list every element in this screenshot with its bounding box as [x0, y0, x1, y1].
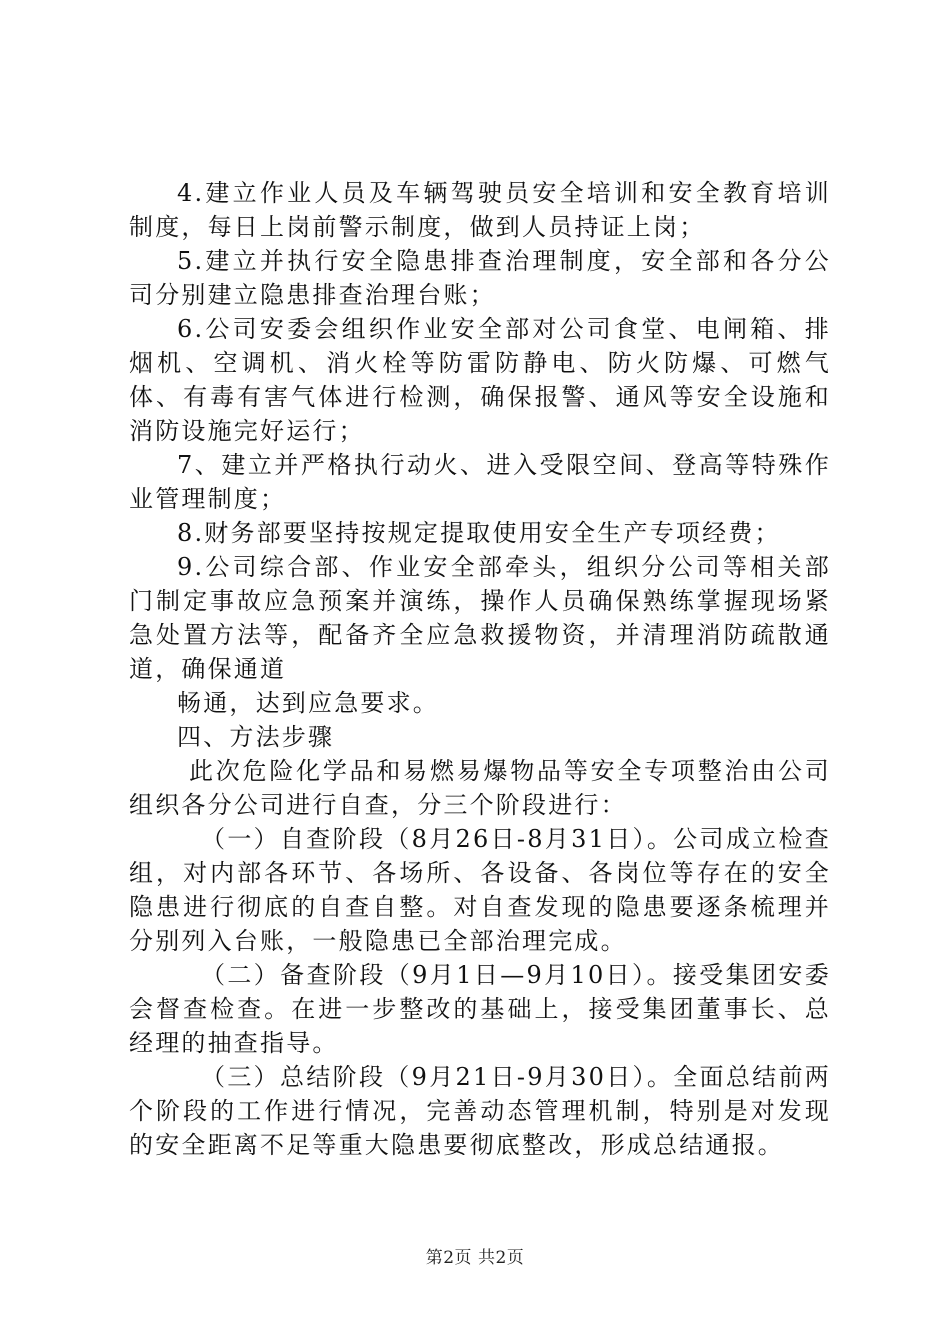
paragraph-item-5: 5.建立并执行安全隐患排查治理制度，安全部和各分公司分别建立隐患排查治理台账； — [129, 247, 831, 309]
paragraph-item-6: 6.公司安委会组织作业安全部对公司食堂、电闸箱、排烟机、空调机、消火栓等防雷防静电、防火防爆、可燃气体、有毒有害气体进行检测，确保报警、通风等安全设施和消防设施完好运行； — [129, 315, 831, 445]
paragraph-stage-3: （三）总结阶段（9月21日-9月30日）。全面总结前两个阶段的工作进行情况，完善动态管理机制，特别是对发现的安全距离不足等重大隐患要彻底整改，形成总结通报。 — [129, 1063, 831, 1159]
document-body — [129, 176, 831, 1162]
paragraph-item-7: 7、建立并严格执行动火、进入受限空间、登高等特殊作业管理制度； — [129, 451, 831, 513]
paragraph-continuation: 畅通，达到应急要求。 — [177, 689, 439, 717]
paragraph-item-8: 8.财务部要坚持按规定提取使用安全生产专项经费； — [177, 519, 781, 547]
paragraph-stage-2: （二）备查阶段（9月1日—9月10日）。接受集团安委会督查检查。在进一步整改的基础上，接受集团董事长、总经理的抽查指导。 — [129, 961, 831, 1057]
paragraph-intro: 此次危险化学品和易燃易爆物品等安全专项整治由公司组织各分公司进行自查，分三个阶段进行： — [129, 757, 831, 819]
paragraph-item-9: 9.公司综合部、作业安全部牵头，组织分公司等相关部门制定事故应急预案并演练，操作人员确保熟练掌握现场紧急处置方法等，配备齐全应急救援物资，并清理消防疏散通道，确保通道 — [129, 553, 831, 683]
page-number: 第2页 共2页 — [425, 1248, 525, 1268]
paragraph-item-4: 4.建立作业人员及车辆驾驶员安全培训和安全教育培训制度，每日上岗前警示制度，做到人员持证上岗； — [129, 179, 831, 241]
paragraph-stage-1: （一）自查阶段（8月26日-8月31日）。公司成立检查组，对内部各环节、各场所、各设备、各岗位等存在的安全隐患进行彻底的自查自整。对自查发现的隐患要逐条梳理并分别列入台账，一般隐患已全部治理完成。 — [129, 825, 831, 955]
section-heading: 四、方法步骤 — [177, 723, 335, 751]
